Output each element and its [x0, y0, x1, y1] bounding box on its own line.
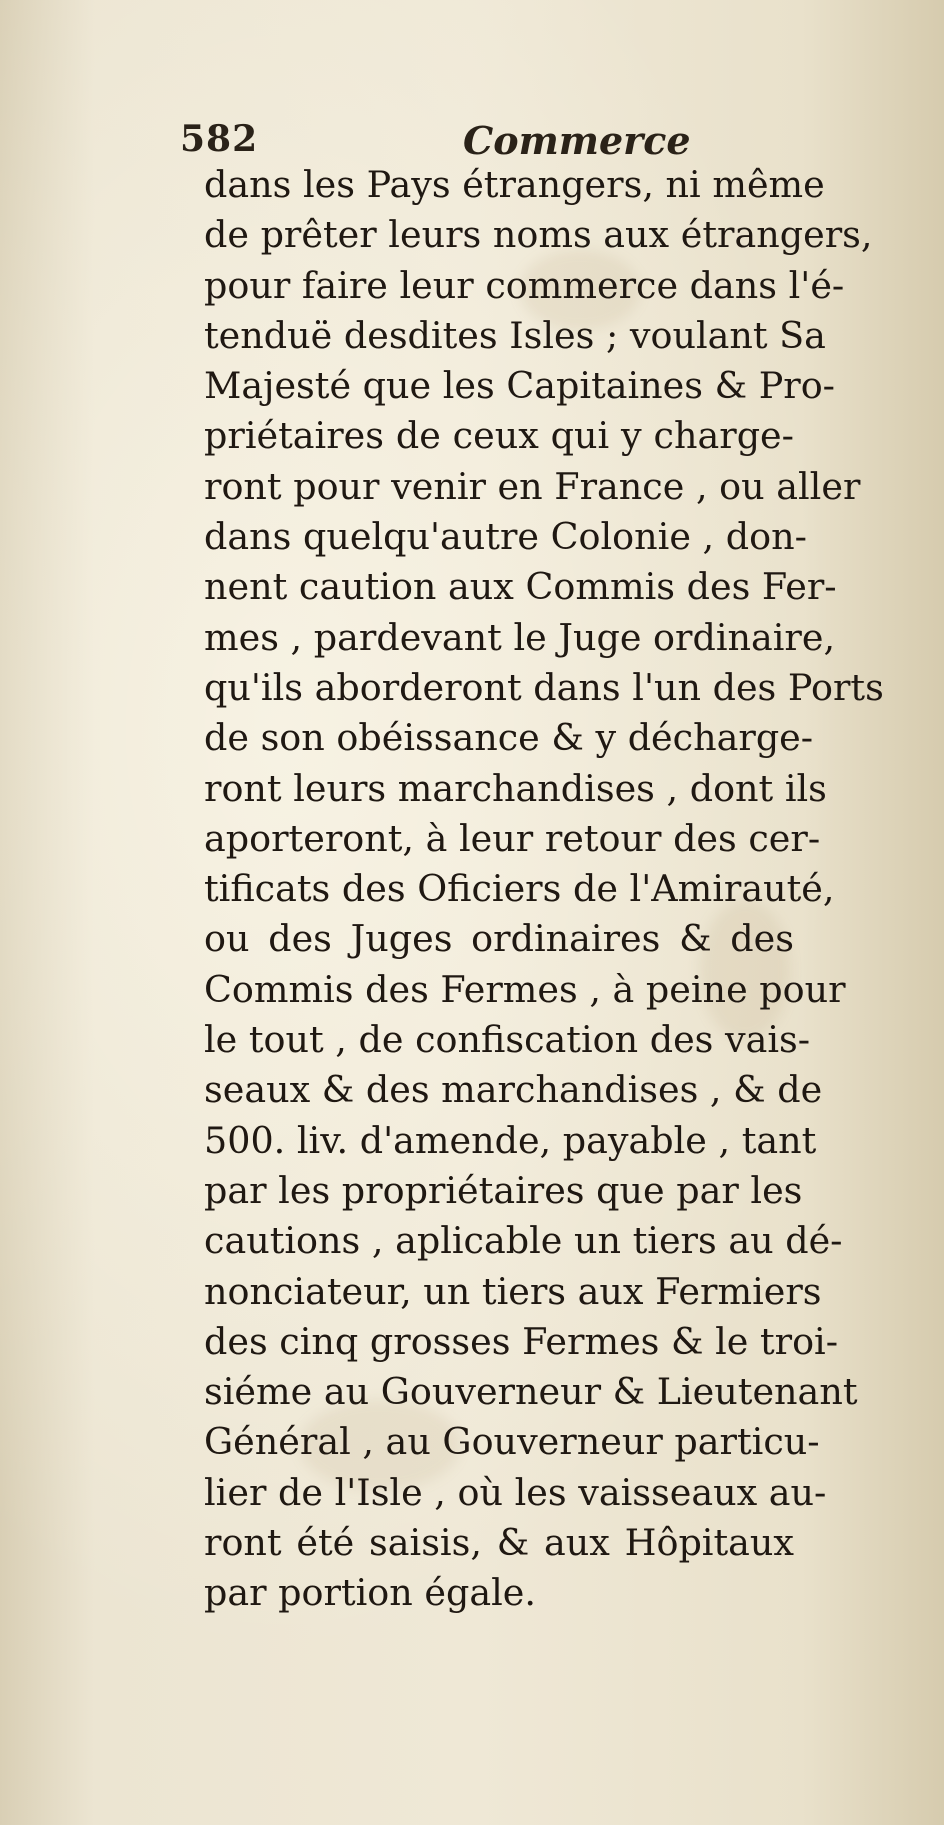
- text-line: le tout , de confiscation des vais-: [204, 1018, 811, 1062]
- text-line: priétaires de ceux qui y charge-: [204, 414, 794, 458]
- text-line: tificats des Oficiers de l'Amirauté,: [204, 867, 835, 911]
- text-line: Commis des Fermes , à peine pour: [204, 967, 846, 1011]
- text-line: seaux & des marchandises , & de: [204, 1068, 823, 1112]
- text-line: nonciateur, un tiers aux Fermiers: [204, 1269, 822, 1313]
- text-line: aporteront, à leur retour des cer-: [204, 816, 821, 860]
- text-line: de son obéissance & y décharge-: [204, 716, 814, 760]
- text-line: Général , au Gouverneur particu-: [204, 1420, 820, 1464]
- text-line: ront été saisis, & aux Hôpitaux: [204, 1521, 794, 1565]
- page-number: 582: [180, 118, 259, 160]
- text-line: mes , pardevant le Juge ordinaire,: [204, 615, 836, 659]
- body-text: [204, 160, 884, 1619]
- text-line: Majesté que les Capitaines & Pro-: [204, 364, 836, 408]
- text-line: des cinq grosses Fermes & le troi-: [204, 1319, 839, 1363]
- text-line: pour faire leur commerce dans l'é-: [204, 263, 845, 307]
- running-head: Commerce: [463, 118, 691, 163]
- text-line: cautions , aplicable un tiers au dé-: [204, 1219, 843, 1263]
- text-line: de prêter leurs noms aux étrangers,: [204, 213, 873, 257]
- text-line: 500. liv. d'amende, payable , tant: [204, 1118, 817, 1162]
- text-line: par les propriétaires que par les: [204, 1168, 803, 1212]
- text-line: dans quelqu'autre Colonie , don-: [204, 515, 807, 559]
- text-line: ront leurs marchandises , dont ils: [204, 766, 827, 810]
- text-line: qu'ils aborderont dans l'un des Ports: [204, 665, 884, 709]
- text-line: dans les Pays étrangers, ni même: [204, 163, 825, 206]
- text-line: lier de l'Isle , où les vaisseaux au-: [204, 1470, 827, 1514]
- text-line: tenduë desdites Isles ; voulant Sa: [204, 313, 826, 357]
- text-line: ront pour venir en France , ou aller: [204, 464, 861, 508]
- text-line: ou des Juges ordinaires & des: [204, 917, 794, 961]
- text-line: nent caution aux Commis des Fer-: [204, 565, 837, 609]
- text-line: siéme au Gouverneur & Lieutenant: [204, 1370, 858, 1414]
- text-line: par portion égale.: [204, 1571, 536, 1615]
